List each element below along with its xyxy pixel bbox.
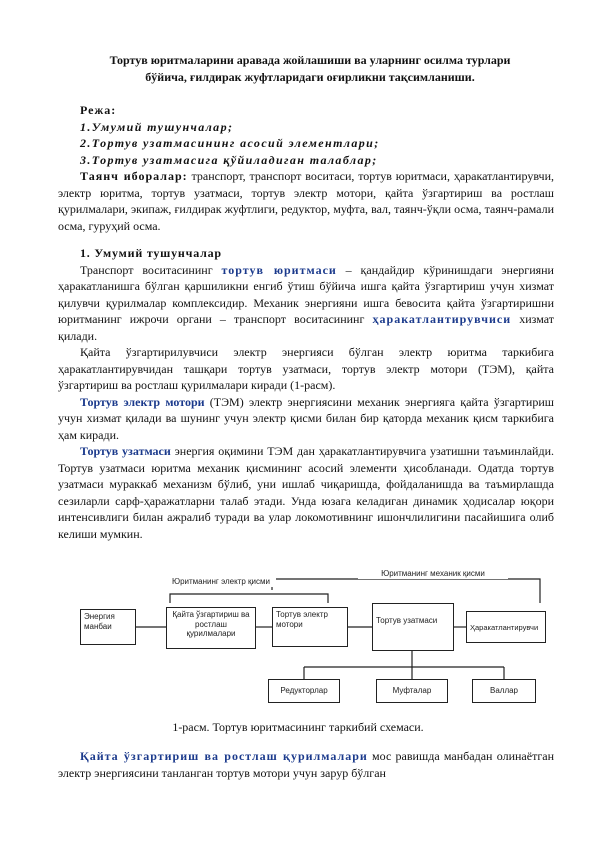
mover-box: Ҳаракатлантирувчи [466, 611, 546, 643]
section-1-paragraph-2: Қайта ўзгартирилувчиси электр энергияси бўлган электр юритма таркибига ҳаракатлантирувчидан ташқари тортув узатмаси, тортув электр мотори (ТЭМ), қайта ўзгартириш ва ростлаш қурилмалари киради (1-расм). [58, 345, 554, 392]
electric-part-label: Юритманинг электр қисми [166, 577, 276, 587]
reducers-box: Редукторлар [268, 679, 340, 703]
plan-item-1: 1.Умумий тушунчалар; [80, 119, 234, 134]
section-1-paragraph-3 [58, 394, 554, 444]
key-terms-label: Таянч иборалар: [80, 169, 188, 183]
traction-motor-box: Тортув электр мотори [272, 607, 348, 647]
term-traction-transmission: Тортув узатмаси [80, 444, 171, 458]
mechanical-part-bracket [272, 579, 540, 603]
plan-label: Режа: [80, 103, 117, 117]
section-1-paragraph-4 [58, 443, 554, 542]
traction-transmission-box: Тортув узатмаси [372, 603, 454, 651]
converter-box: Қайта ўзгартириш ва ростлаш қурилмалари [166, 607, 256, 649]
figure-caption: 1-расм. Тортув юритмасининг таркибий схемаси. [172, 720, 424, 734]
document-title [70, 52, 550, 86]
closing-body: мос равишда манбадан олинаётган электр энергиясини танланган тортув мотори учун зарур бўлган [58, 749, 554, 780]
term-converter-devices: Қайта ўзгартириш ва ростлаш қурилмалари [80, 749, 368, 763]
plan-section [58, 102, 554, 234]
title-line-2: бўйича, ғилдирак жуфтларидаги оғирликни тақсимланиши. [145, 70, 475, 84]
p1-text-mid: – қандайдир кўринишдаги энергияни ҳаракатланишга бўлган қаршиликни енгиб ўтиш бўйича ишга қайта ўзгартириш учун хизмат қилувчи қурилмалар комплексидир. Механик энергияни ишга бевосита қайта ўзгартиришни юритманинг ижрочи органи – транспорт воситасининг [58, 262, 554, 326]
couplings-box: Муфталар [376, 679, 448, 703]
plan-item-2: 2.Тортув узатмасининг асосий элементлари; [80, 136, 380, 150]
p1-text-pre: Транспорт воситасининг [80, 262, 222, 277]
plan-item-3: 3.Тортув узатмасига қўйиладиган талаблар; [80, 152, 378, 167]
section-1-paragraph-1 [58, 262, 554, 345]
closing-text [58, 748, 554, 781]
term-traction-motor: Тортув электр мотори [80, 394, 205, 409]
section-1 [58, 245, 554, 542]
title-line-1: Тортув юритмаларини аравада жойлашиши ва уларнинг осилма турлари [109, 53, 511, 67]
p1-text-post: хизмат қилади. [58, 312, 554, 343]
p4-text: энергия оқимини ТЭМ дан ҳаракатлантирувчига узатишни таъминлайди. Тортув узатмаси юритма механик қисмининг асосий элементи ҳисобланади. Одатда тортув узатмаси мураккаб механизм бўлиб, уни ишлаб чиқаришда, фойдаланишда ва таъмирлашда сезиларли сарф-ҳаражатларни талаб этади. Унда юзага келадиган динамик ҳодисалар юқори интенсивлиги билан ажралиб туради ва улар локомотивнинг ишончлилигини пасайишига олиб келиши мумкин. [58, 444, 554, 541]
term-traction-drive: тортув юритмаси [221, 262, 337, 277]
p3-text: (ТЭМ) электр энергиясини механик энергияга қайта ўзгартириш учун хизмат қилади ва шунинг учун электр қисми билан бир қаторда механик қисм таркибига ҳам киради. [58, 394, 554, 442]
energy-source-box: Энергия манбаи [80, 609, 136, 645]
closing-paragraph [58, 748, 554, 781]
key-terms-text: транспорт, транспорт воситаси, тортув юритмаси, ҳаракатлантирувчи, электр юритма, тортув узатмаси, тортув электр мотори, қайта ўзгартириш ва ростлаш қурилмалари, экипаж, ғилдирак жуфтлиги, редуктор, муфта, вал, таянч-ўқли осма, таянч-рамали осма, гуруҳий осма. [58, 169, 554, 233]
section-1-heading: 1. Умумий тушунчалар [80, 246, 222, 260]
key-terms-paragraph [58, 168, 554, 234]
electric-part-bracket [170, 594, 328, 603]
shafts-box: Валлар [472, 679, 536, 703]
mechanical-part-label: Юритманинг механик қисми [358, 569, 508, 579]
term-mover: ҳаракатлантирувчиси [372, 312, 512, 326]
